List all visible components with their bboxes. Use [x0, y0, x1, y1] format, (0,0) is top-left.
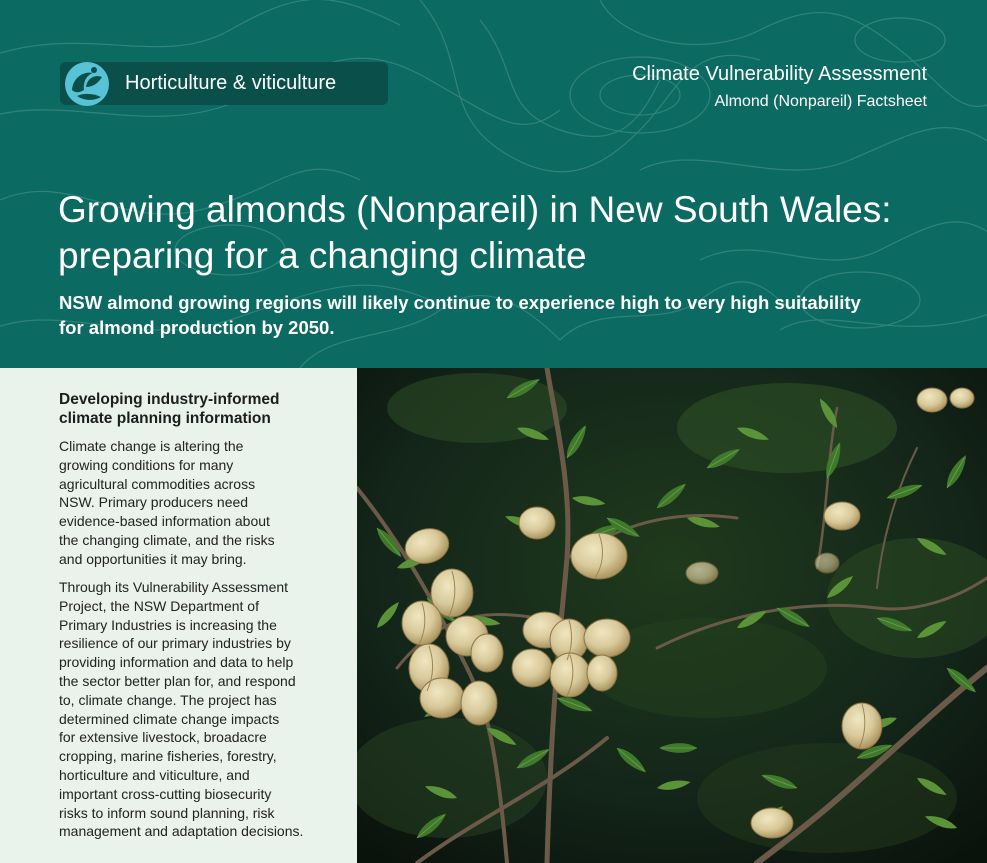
- text-line: determined climate change impacts: [59, 710, 280, 727]
- text-line: the sector better plan for, and respond: [59, 672, 296, 689]
- text-line: Through its Vulnerability Assessment: [59, 579, 289, 595]
- page-title-line: preparing for a changing climate: [58, 235, 587, 276]
- page-title: [58, 187, 958, 279]
- text-line: Primary Industries is increasing the: [59, 616, 277, 633]
- sidebar-heading: [59, 390, 279, 428]
- text-line: the changing climate, and the risks: [59, 531, 275, 548]
- text-line: agricultural commodities across: [59, 475, 256, 492]
- almond-branch-illustration: [357, 368, 987, 863]
- text-line: to, climate change. The project has: [59, 691, 277, 708]
- text-line: risks to inform sound planning, risk: [59, 804, 275, 821]
- text-line: horticulture and viticulture, and: [59, 766, 250, 783]
- lead-line: for almond production by 2050.: [59, 317, 335, 338]
- intro-sidebar: [0, 368, 357, 863]
- intro-paragraph: [59, 437, 275, 569]
- text-line: evidence-based information about: [59, 513, 270, 530]
- text-line: for extensive livestock, broadacre: [59, 729, 267, 746]
- text-line: cropping, marine fisheries, forestry,: [59, 748, 277, 765]
- text-line: Climate change is altering the: [59, 438, 244, 454]
- text-line: important cross-cutting biosecurity: [59, 785, 272, 802]
- text-line: NSW. Primary producers need: [59, 494, 249, 511]
- header-banner: [0, 0, 987, 368]
- category-label: Horticulture & viticulture: [125, 72, 337, 94]
- text-line: Project, the NSW Department of: [59, 597, 259, 614]
- sidebar-heading-line: Developing industry-informed: [59, 391, 280, 408]
- page-title-line: Growing almonds (Nonpareil) in New South Wales:: [58, 189, 892, 230]
- leaf-logo-icon: [63, 60, 111, 108]
- text-line: providing information and data to help: [59, 654, 294, 671]
- text-line: resilience of our primary industries by: [59, 635, 291, 652]
- text-line: and opportunities it may bring.: [59, 550, 247, 567]
- text-line: growing conditions for many: [59, 456, 234, 473]
- series-subtitle: Almond (Nonpareil) Factsheet: [714, 93, 927, 110]
- series-title: Climate Vulnerability Assessment: [632, 63, 927, 85]
- lead-line: NSW almond growing regions will likely continue to experience high to very high suitability: [59, 292, 861, 313]
- sidebar-heading-line: climate planning information: [59, 410, 271, 427]
- lead-summary: [59, 290, 949, 340]
- text-line: management and adaptation decisions.: [59, 823, 304, 840]
- almond-tree-photo: [357, 368, 987, 863]
- category-badge: [60, 62, 388, 105]
- project-paragraph: [59, 578, 303, 841]
